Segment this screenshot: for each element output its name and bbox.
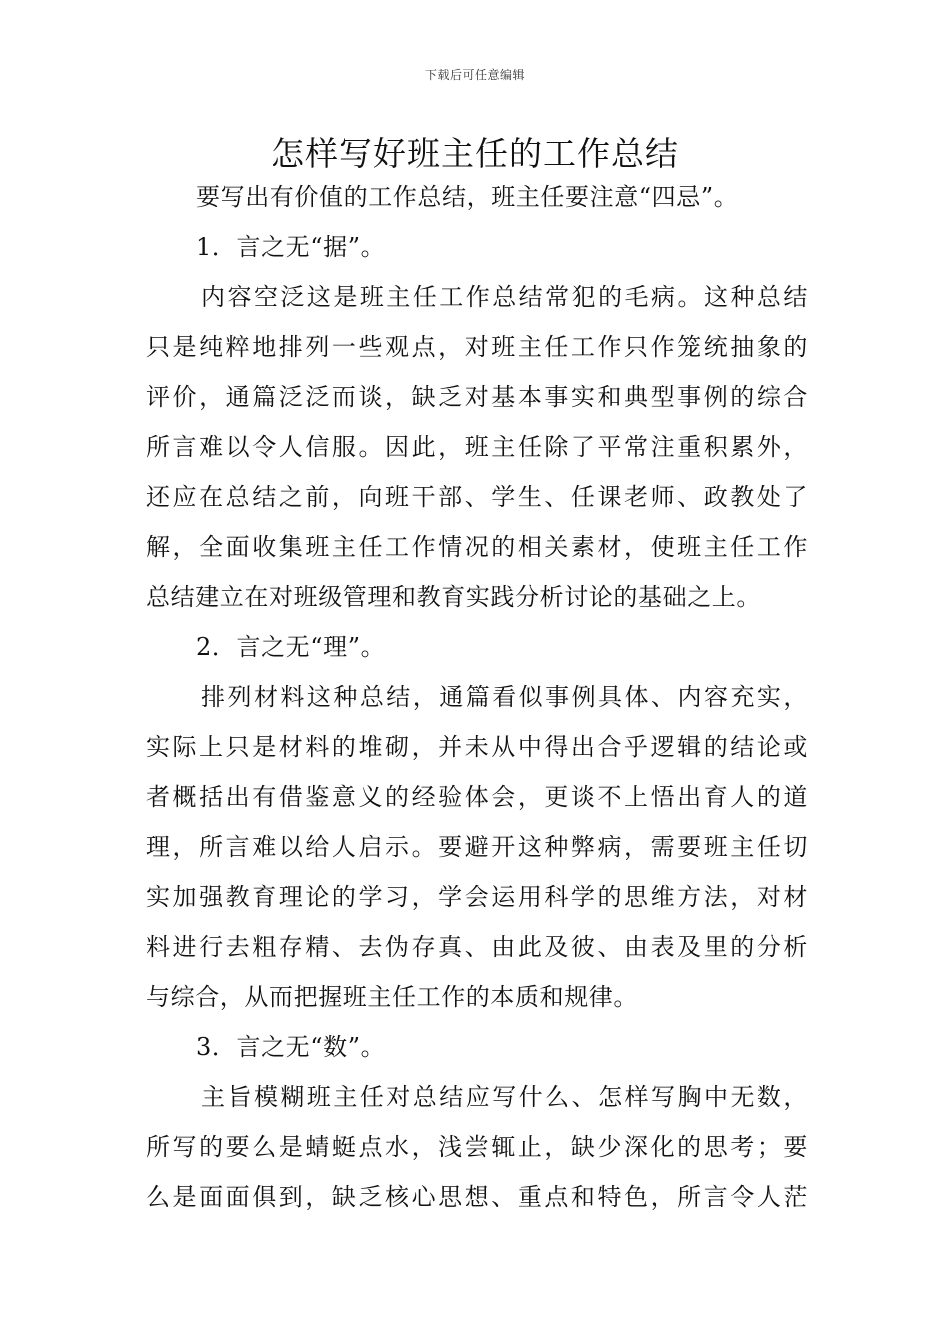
section-heading-3: 3．言之无“数”。 [196, 1033, 386, 1061]
document-body [146, 172, 808, 1222]
paragraph-line: 总结建立在对班级管理和教育实践分析讨论的基础之上。 [146, 583, 761, 611]
paragraph-line: 内容空泛这是班主任工作总结常犯的毛病。这种总结 [201, 283, 808, 311]
paragraph-line: 主旨模糊班主任对总结应写什么、怎样写胸中无数， [201, 1083, 808, 1111]
intro-line: 要写出有价值的工作总结，班主任要注意“四忌”。 [196, 183, 739, 211]
paragraph-line: 者概括出有借鉴意义的经验体会，更谈不上悟出育人的道 [146, 783, 808, 811]
paragraph-line: 只是纯粹地排列一些观点，对班主任工作只作笼统抽象的 [146, 333, 808, 361]
section-heading-2: 2．言之无“理”。 [196, 633, 386, 661]
paragraph-line: 排列材料这种总结，通篇看似事例具体、内容充实， [201, 683, 808, 711]
paragraph-line: 么是面面俱到，缺乏核心思想、重点和特色，所言令人茫 [146, 1183, 808, 1211]
paragraph-line: 与综合，从而把握班主任工作的本质和规律。 [146, 983, 638, 1011]
section-heading-1: 1．言之无“据”。 [196, 233, 386, 261]
paragraph-line: 实际上只是材料的堆砌，并未从中得出合乎逻辑的结论或 [146, 733, 808, 761]
document-title: 怎样写好班主任的工作总结 [271, 134, 679, 173]
paragraph-line: 所言难以令人信服。因此，班主任除了平常注重积累外， [146, 433, 808, 461]
paragraph-line: 还应在总结之前，向班干部、学生、任课老师、政教处了 [146, 483, 808, 511]
paragraph-line: 评价，通篇泛泛而谈，缺乏对基本事实和典型事例的综合 [146, 383, 808, 411]
paragraph-line: 实加强教育理论的学习，学会运用科学的思维方法，对材 [146, 883, 808, 911]
paragraph-line: 料进行去粗存精、去伪存真、由此及彼、由表及里的分析 [146, 933, 808, 961]
paragraph-line: 解，全面收集班主任工作情况的相关素材，使班主任工作 [146, 533, 808, 561]
header-note: 下载后可任意编辑 [424, 68, 525, 82]
paragraph-line: 所写的要么是蜻蜓点水，浅尝辄止，缺少深化的思考；要 [146, 1133, 808, 1161]
paragraph-line: 理，所言难以给人启示。要避开这种弊病，需要班主任切 [146, 833, 808, 861]
